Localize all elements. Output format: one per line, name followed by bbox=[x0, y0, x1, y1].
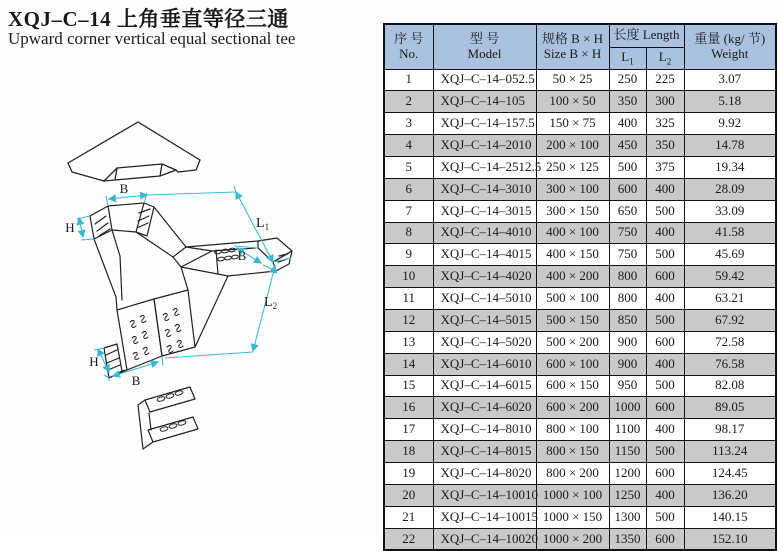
cell-no: 21 bbox=[384, 506, 433, 528]
cell-weight: 19.34 bbox=[684, 156, 776, 178]
cell-l2: 400 bbox=[646, 484, 684, 506]
cell-weight: 3.07 bbox=[684, 69, 776, 91]
table-row bbox=[384, 462, 776, 484]
table-row bbox=[384, 309, 776, 331]
cell-weight: 72.58 bbox=[684, 331, 776, 353]
header-model: 型 号 Model bbox=[433, 24, 536, 69]
cell-no: 15 bbox=[384, 375, 433, 397]
table-row bbox=[384, 506, 776, 528]
cell-weight: 5.18 bbox=[684, 91, 776, 113]
cell-l2: 375 bbox=[646, 156, 684, 178]
cell-weight: 45.69 bbox=[684, 244, 776, 266]
cell-weight: 113.24 bbox=[684, 441, 776, 463]
cell-l2: 500 bbox=[646, 375, 684, 397]
cell-l2: 400 bbox=[646, 353, 684, 375]
cell-weight: 59.42 bbox=[684, 266, 776, 288]
cell-model: XQJ–C–14–052.5 bbox=[433, 69, 536, 91]
table-row bbox=[384, 69, 776, 91]
cell-weight: 98.17 bbox=[684, 419, 776, 441]
cell-size: 500 × 200 bbox=[536, 331, 609, 353]
cell-size: 800 × 150 bbox=[536, 441, 609, 463]
cell-no: 14 bbox=[384, 353, 433, 375]
cell-l1: 1350 bbox=[609, 528, 646, 550]
cell-size: 300 × 100 bbox=[536, 178, 609, 200]
cell-l2: 350 bbox=[646, 135, 684, 157]
table-row bbox=[384, 156, 776, 178]
cell-l2: 325 bbox=[646, 113, 684, 135]
cell-size: 150 × 75 bbox=[536, 113, 609, 135]
cell-model: XQJ–C–14–105 bbox=[433, 91, 536, 113]
cell-weight: 76.58 bbox=[684, 353, 776, 375]
cell-size: 200 × 100 bbox=[536, 135, 609, 157]
cell-l1: 750 bbox=[609, 222, 646, 244]
table-row bbox=[384, 397, 776, 419]
dim-label-b-right: B bbox=[237, 248, 247, 263]
cell-model: XQJ–C–14–2010 bbox=[433, 135, 536, 157]
cell-l2: 500 bbox=[646, 200, 684, 222]
cell-size: 500 × 150 bbox=[536, 309, 609, 331]
cell-l2: 400 bbox=[646, 419, 684, 441]
header-length: 长度 Length bbox=[609, 24, 684, 47]
cell-size: 800 × 200 bbox=[536, 462, 609, 484]
cell-model: XQJ–C–14–5010 bbox=[433, 288, 536, 310]
cell-weight: 152.10 bbox=[684, 528, 776, 550]
cell-size: 400 × 200 bbox=[536, 266, 609, 288]
cell-model: XQJ–C–14–8015 bbox=[433, 441, 536, 463]
cell-model: XQJ–C–14–5020 bbox=[433, 331, 536, 353]
cell-no: 9 bbox=[384, 244, 433, 266]
cell-size: 500 × 100 bbox=[536, 288, 609, 310]
cell-model: XQJ–C–14–10020 bbox=[433, 528, 536, 550]
cell-l2: 600 bbox=[646, 331, 684, 353]
cell-l2: 500 bbox=[646, 506, 684, 528]
cell-model: XQJ–C–14–157.5 bbox=[433, 113, 536, 135]
cell-model: XQJ–C–14–4015 bbox=[433, 244, 536, 266]
cell-size: 1000 × 200 bbox=[536, 528, 609, 550]
dim-label-l1: $L_1$ bbox=[256, 216, 270, 232]
header-size: 规格 B × H Size B × H bbox=[536, 24, 609, 69]
cell-weight: 136.20 bbox=[684, 484, 776, 506]
cell-l1: 850 bbox=[609, 309, 646, 331]
cell-model: XQJ–C–14–5015 bbox=[433, 309, 536, 331]
cell-l1: 250 bbox=[609, 69, 646, 91]
cell-size: 600 × 100 bbox=[536, 353, 609, 375]
cell-weight: 14.78 bbox=[684, 135, 776, 157]
technical-drawing bbox=[0, 98, 380, 533]
dim-label-h-left: H bbox=[65, 220, 75, 235]
cell-no: 19 bbox=[384, 462, 433, 484]
table-row bbox=[384, 331, 776, 353]
page-title: XQJ–C–14 上角垂直等径三通 bbox=[8, 7, 289, 31]
cell-size: 600 × 150 bbox=[536, 375, 609, 397]
cell-model: XQJ–C–14–3015 bbox=[433, 200, 536, 222]
cell-weight: 89.05 bbox=[684, 397, 776, 419]
cell-no: 16 bbox=[384, 397, 433, 419]
cell-l2: 500 bbox=[646, 441, 684, 463]
cell-model: XQJ–C–14–8020 bbox=[433, 462, 536, 484]
table-row bbox=[384, 288, 776, 310]
table-row bbox=[384, 200, 776, 222]
cell-l2: 500 bbox=[646, 309, 684, 331]
cell-model: XQJ–C–14–4020 bbox=[433, 266, 536, 288]
header-l1: $L_1$ bbox=[609, 47, 646, 69]
cell-l2: 600 bbox=[646, 397, 684, 419]
table-row bbox=[384, 178, 776, 200]
dim-label-l2: $L_2$ bbox=[264, 295, 278, 311]
cell-no: 1 bbox=[384, 69, 433, 91]
cell-weight: 140.15 bbox=[684, 506, 776, 528]
spec-table bbox=[383, 23, 777, 551]
cell-no: 4 bbox=[384, 135, 433, 157]
cell-weight: 33.09 bbox=[684, 200, 776, 222]
cell-size: 600 × 200 bbox=[536, 397, 609, 419]
cell-model: XQJ–C–14–8010 bbox=[433, 419, 536, 441]
cell-weight: 124.45 bbox=[684, 462, 776, 484]
cell-l2: 600 bbox=[646, 462, 684, 484]
tee-drawing-svg bbox=[0, 98, 380, 533]
cell-no: 11 bbox=[384, 288, 433, 310]
cell-no: 12 bbox=[384, 309, 433, 331]
cell-weight: 41.58 bbox=[684, 222, 776, 244]
cell-l1: 900 bbox=[609, 331, 646, 353]
cell-size: 250 × 125 bbox=[536, 156, 609, 178]
cell-model: XQJ–C–14–6010 bbox=[433, 353, 536, 375]
cell-model: XQJ–C–14–10015 bbox=[433, 506, 536, 528]
table-row bbox=[384, 113, 776, 135]
cell-model: XQJ–C–14–4010 bbox=[433, 222, 536, 244]
cell-l2: 400 bbox=[646, 222, 684, 244]
cell-no: 20 bbox=[384, 484, 433, 506]
cell-model: XQJ–C–14–6020 bbox=[433, 397, 536, 419]
table-row bbox=[384, 222, 776, 244]
cell-weight: 82.08 bbox=[684, 375, 776, 397]
spec-table-body bbox=[384, 69, 776, 550]
cell-l1: 500 bbox=[609, 156, 646, 178]
cell-no: 6 bbox=[384, 178, 433, 200]
cell-l1: 950 bbox=[609, 375, 646, 397]
table-row bbox=[384, 244, 776, 266]
cell-l1: 650 bbox=[609, 200, 646, 222]
cell-size: 400 × 100 bbox=[536, 222, 609, 244]
table-row bbox=[384, 266, 776, 288]
cell-model: XQJ–C–14–10010 bbox=[433, 484, 536, 506]
cell-weight: 28.09 bbox=[684, 178, 776, 200]
table-row bbox=[384, 135, 776, 157]
cell-no: 17 bbox=[384, 419, 433, 441]
cell-no: 2 bbox=[384, 91, 433, 113]
cell-weight: 63.21 bbox=[684, 288, 776, 310]
cell-l1: 800 bbox=[609, 266, 646, 288]
cell-l1: 1300 bbox=[609, 506, 646, 528]
cell-l1: 400 bbox=[609, 113, 646, 135]
table-row bbox=[384, 375, 776, 397]
cell-l1: 450 bbox=[609, 135, 646, 157]
page-subtitle: Upward corner vertical equal sectional tee bbox=[8, 29, 296, 48]
cell-l1: 1000 bbox=[609, 397, 646, 419]
corner-cover-drawing bbox=[68, 122, 200, 181]
cell-size: 300 × 150 bbox=[536, 200, 609, 222]
cell-no: 8 bbox=[384, 222, 433, 244]
cell-l1: 1150 bbox=[609, 441, 646, 463]
header-l2: $L_2$ bbox=[646, 47, 684, 69]
cell-size: 800 × 100 bbox=[536, 419, 609, 441]
cell-l2: 600 bbox=[646, 266, 684, 288]
cell-size: 50 × 25 bbox=[536, 69, 609, 91]
header-weight: 重量 (kg/ 节) Weight bbox=[684, 24, 776, 69]
cell-size: 1000 × 100 bbox=[536, 484, 609, 506]
table-row bbox=[384, 91, 776, 113]
table-row bbox=[384, 528, 776, 550]
cell-size: 100 × 50 bbox=[536, 91, 609, 113]
cell-no: 5 bbox=[384, 156, 433, 178]
cell-model: XQJ–C–14–3010 bbox=[433, 178, 536, 200]
dim-label-b-top: B bbox=[119, 181, 129, 196]
header-no: 序 号 No. bbox=[384, 24, 433, 69]
cell-weight: 9.92 bbox=[684, 113, 776, 135]
cell-model: XQJ–C–14–2512.5 bbox=[433, 156, 536, 178]
cell-l1: 750 bbox=[609, 244, 646, 266]
cell-no: 3 bbox=[384, 113, 433, 135]
cell-l2: 400 bbox=[646, 288, 684, 310]
cell-l2: 500 bbox=[646, 244, 684, 266]
cell-no: 7 bbox=[384, 200, 433, 222]
cell-weight: 67.92 bbox=[684, 309, 776, 331]
cell-model: XQJ–C–14–6015 bbox=[433, 375, 536, 397]
table-row bbox=[384, 484, 776, 506]
cell-no: 18 bbox=[384, 441, 433, 463]
cell-no: 13 bbox=[384, 331, 433, 353]
cell-l2: 600 bbox=[646, 528, 684, 550]
cell-l2: 300 bbox=[646, 91, 684, 113]
cell-l1: 1100 bbox=[609, 419, 646, 441]
cell-size: 400 × 150 bbox=[536, 244, 609, 266]
table-row bbox=[384, 441, 776, 463]
cell-no: 10 bbox=[384, 266, 433, 288]
cell-no: 22 bbox=[384, 528, 433, 550]
cell-l1: 1200 bbox=[609, 462, 646, 484]
cell-l2: 225 bbox=[646, 69, 684, 91]
table-row bbox=[384, 353, 776, 375]
cell-l2: 400 bbox=[646, 178, 684, 200]
cell-l1: 800 bbox=[609, 288, 646, 310]
dim-label-h-bottom: H bbox=[89, 354, 99, 369]
dim-label-b-bottom: B bbox=[131, 373, 141, 388]
table-row bbox=[384, 419, 776, 441]
cell-size: 1000 × 150 bbox=[536, 506, 609, 528]
cell-l1: 900 bbox=[609, 353, 646, 375]
cell-l1: 1250 bbox=[609, 484, 646, 506]
cell-l1: 350 bbox=[609, 91, 646, 113]
connector-drawing bbox=[138, 387, 198, 449]
spec-table-header bbox=[384, 24, 776, 69]
cell-l1: 600 bbox=[609, 178, 646, 200]
